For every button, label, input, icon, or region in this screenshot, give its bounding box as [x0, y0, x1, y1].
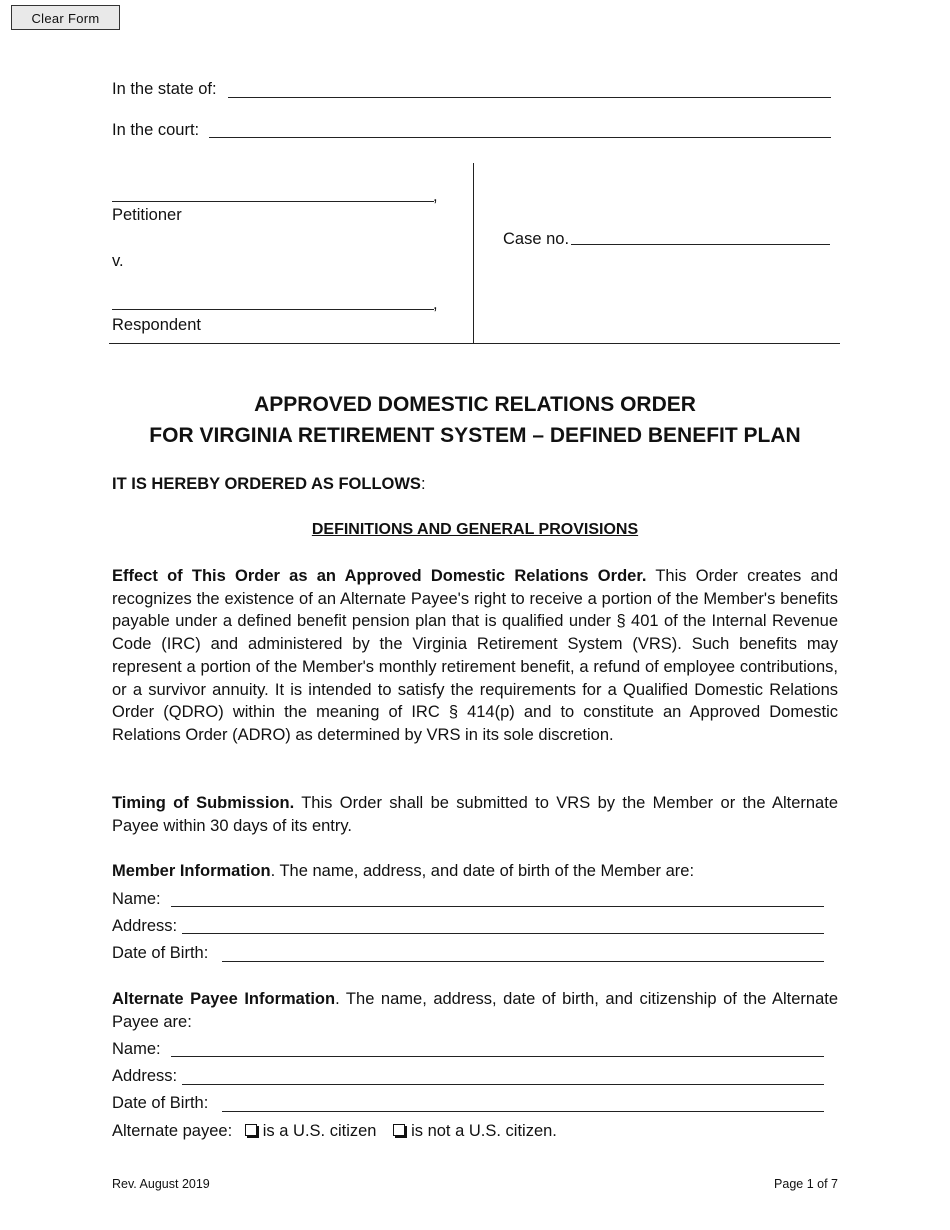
- ordered-bold: IT IS HEREBY ORDERED AS FOLLOWS: [112, 475, 421, 493]
- document-title-line1: APPROVED DOMESTIC RELATIONS ORDER: [254, 393, 696, 416]
- versus-label: v.: [112, 252, 124, 270]
- respondent-field[interactable]: [112, 309, 434, 310]
- member-name-field[interactable]: [171, 906, 824, 907]
- alternate-name-label: Name:: [112, 1040, 161, 1058]
- effect-body: This Order creates and recognizes the existence of an Alternate Payee's right to receive a portion of the Member's benefits payable under a defined benefit pension plan that is qualified under § 401 of the Internal Revenue Code (IRC) and administered by the Virginia Retirement System (VRS). Such benefits may represent a portion of the Member's monthly retirement benefit, a refund of employee contributions, or a survivor annuity. It is intended to satisfy the requirements for a Qualified Domestic Relations Order (QDRO) within the meaning of IRC § 414(p) and to constitute an Approved Domestic Relations Order (ADRO) as determined by VRS in its sole discretion.: [112, 567, 838, 744]
- revision-note: Rev. August 2019: [112, 1177, 210, 1191]
- caption-divider: [473, 163, 474, 344]
- alternate-heading: Alternate Payee Information: [112, 990, 336, 1008]
- timing-paragraph: [112, 792, 838, 837]
- timing-heading: Timing of Submission.: [112, 794, 295, 812]
- document-title-line2: FOR VIRGINIA RETIREMENT SYSTEM – DEFINED BENEFIT PLAN: [149, 424, 801, 447]
- alternate-address-label: Address:: [112, 1067, 178, 1085]
- member-heading: Member Information: [112, 862, 271, 880]
- ordered-statement: [112, 474, 426, 494]
- ordered-colon: :: [420, 475, 426, 493]
- petitioner-field[interactable]: [112, 201, 434, 202]
- court-label: In the court:: [112, 121, 200, 139]
- member-dob-field[interactable]: [222, 961, 824, 962]
- alternate-paragraph: [112, 988, 838, 1033]
- respondent-comma: ,: [433, 295, 438, 313]
- timing-body: This Order shall be submitted to VRS by the Member or the Alternate Payee within 30 days of its entry.: [112, 794, 838, 835]
- respondent-label: Respondent: [112, 316, 201, 334]
- member-dob-label: Date of Birth:: [112, 944, 209, 962]
- state-field[interactable]: [228, 97, 831, 98]
- petitioner-comma: ,: [433, 187, 438, 205]
- us-citizen-checkbox[interactable]: [245, 1124, 257, 1136]
- section-heading: DEFINITIONS AND GENERAL PROVISIONS: [311, 521, 639, 538]
- alternate-address-field[interactable]: [182, 1084, 824, 1085]
- case-number-field[interactable]: [571, 244, 830, 245]
- petitioner-label: Petitioner: [112, 206, 182, 224]
- member-address-label: Address:: [112, 917, 178, 935]
- clear-form-button[interactable]: Clear Form: [11, 5, 120, 30]
- member-intro: . The name, address, and date of birth of the Member are:: [270, 862, 695, 880]
- effect-paragraph: [112, 565, 838, 747]
- member-name-label: Name:: [112, 890, 161, 908]
- page-number: Page 1 of 7: [774, 1177, 838, 1191]
- court-field[interactable]: [209, 137, 831, 138]
- alternate-dob-label: Date of Birth:: [112, 1094, 209, 1112]
- citizenship-prefix: Alternate payee:: [112, 1122, 233, 1140]
- alternate-dob-field[interactable]: [222, 1111, 824, 1112]
- alternate-intro: . The name, address, date of birth, and citizenship of the Alternate Payee are:: [112, 990, 839, 1031]
- member-paragraph: [112, 860, 838, 883]
- not-us-citizen-label: is not a U.S. citizen.: [411, 1122, 557, 1140]
- caption-bottom-rule: [109, 343, 840, 344]
- member-address-field[interactable]: [182, 933, 824, 934]
- us-citizen-label: is a U.S. citizen: [262, 1122, 377, 1140]
- state-label: In the state of:: [112, 80, 217, 98]
- case-number-label: Case no.: [503, 230, 570, 248]
- effect-heading: Effect of This Order as an Approved Domestic Relations Order.: [112, 567, 647, 585]
- not-us-citizen-checkbox[interactable]: [393, 1124, 405, 1136]
- alternate-name-field[interactable]: [171, 1056, 824, 1057]
- citizenship-row: [112, 1121, 557, 1141]
